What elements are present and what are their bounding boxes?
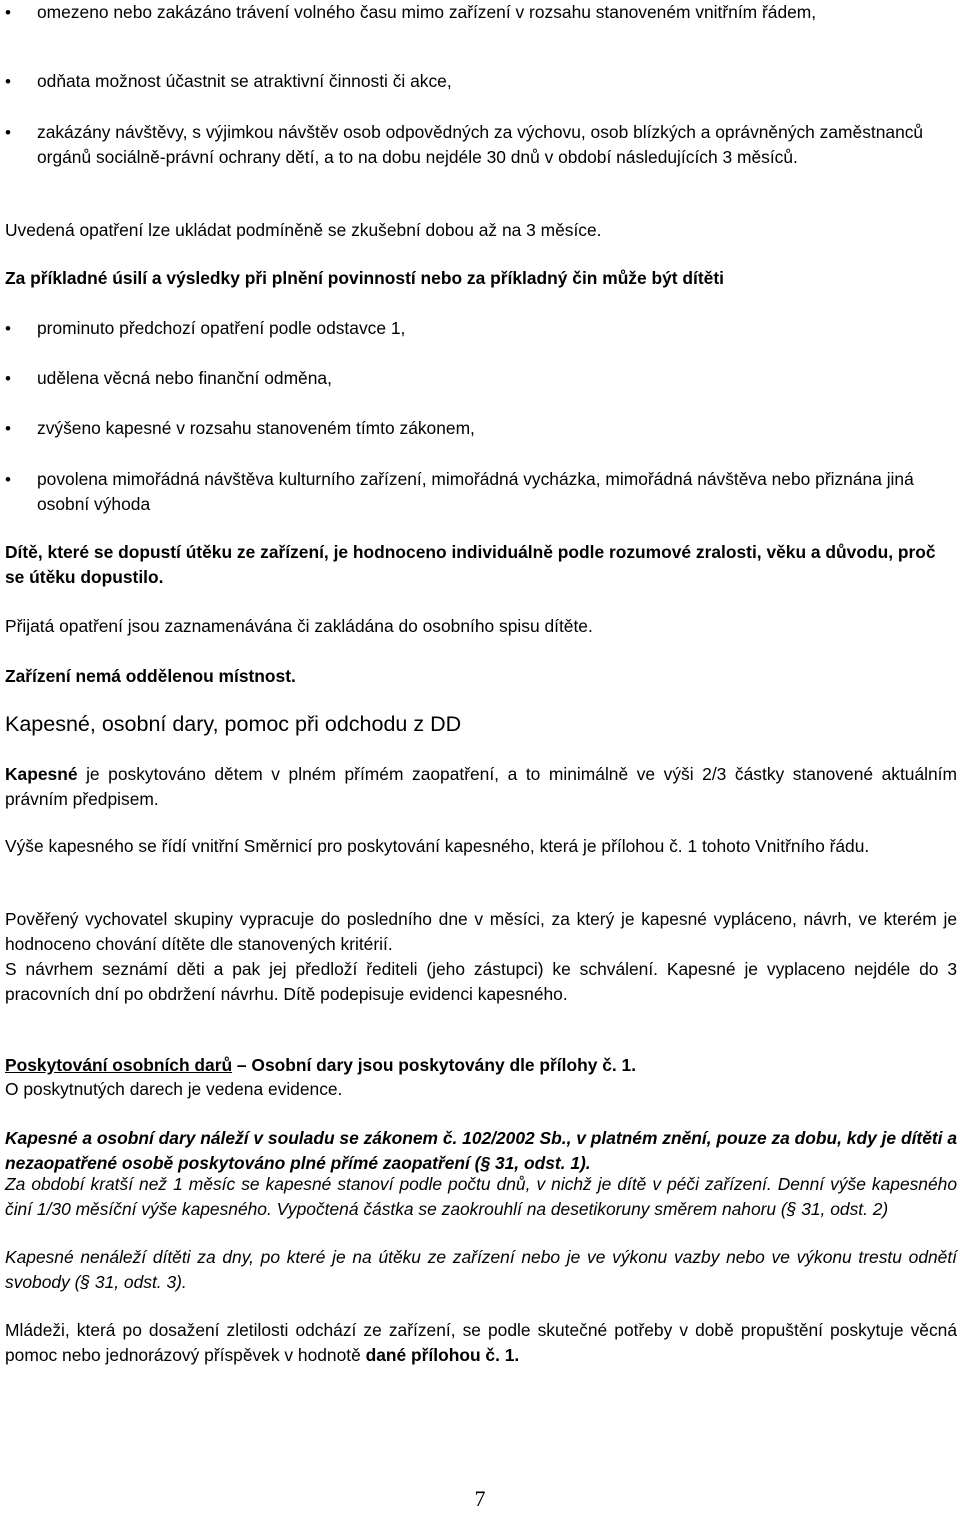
- list-item-text: zvýšeno kapesné v rozsahu stanoveném tímto zákonem,: [37, 418, 475, 438]
- youth-text: Mládeži, která po dosažení zletilosti odchází ze zařízení, se podle skutečné potřeby v době propuštění poskytuje věcná pomoc nebo jednorázový příspěvek v hodnotě: [5, 1320, 957, 1365]
- list-item-text: omezeno nebo zakázáno trávení volného času mimo zařízení v rozsahu stanoveném vnitřním řádem,: [37, 2, 817, 22]
- paragraph-gifts: [5, 1053, 957, 1078]
- paragraph-educator-2: S návrhem seznámí děti a pak jej předloží řediteli (jeho zástupci) ke schválení. Kapesné je vyplaceno nejdéle do 3 pracovních dní po obdržení návrhu. Dítě podepisuje evidenci kapesného.: [5, 959, 957, 1004]
- paragraph-law: Kapesné a osobní dary náleží v souladu se zákonem č. 102/2002 Sb., v platném znění, pouze za dobu, kdy je dítěti a nezaopatřené osobě poskytováno plné přímé zaopatření (§ 31, odst. 1).: [5, 1128, 957, 1173]
- list-item: [5, 366, 957, 391]
- paragraph-law-short-period: Za období kratší než 1 měsíc se kapesné stanoví podle počtu dnů, v nichž je dítě v péči zařízení. Denní výše kapesného činí 1/30 měsíční výše kapesného. Vypočtená částka se zaokrouhlí na desetikoruny směrem nahoru (§ 31, odst. 2): [5, 1174, 957, 1219]
- list-item: [5, 316, 957, 341]
- paragraph-youth: [5, 1318, 957, 1368]
- list-item-text: povolena mimořádná návštěva kulturního zařízení, mimořádná vycházka, mimořádná návštěva nebo přiznána jiná osobní výhoda: [37, 469, 914, 514]
- paragraph-pocket-money: [5, 762, 957, 812]
- section-heading: Kapesné, osobní dary, pomoc při odchodu z DD: [5, 712, 462, 736]
- paragraph-gifts-evidence: O poskytnutých darech je vedena evidence.: [5, 1079, 343, 1099]
- list-item-text: prominuto předchozí opatření podle odstavce 1,: [37, 318, 406, 338]
- bullet-icon: •: [5, 123, 11, 142]
- bullet-icon: •: [5, 470, 11, 489]
- list-item-text: udělena věcná nebo finanční odměna,: [37, 368, 332, 388]
- gifts-text: – Osobní dary jsou poskytovány dle přílohy č. 1.: [232, 1055, 637, 1075]
- bullet-icon: •: [5, 419, 11, 438]
- list-item-text: zakázány návštěvy, s výjimkou návštěv osob odpovědných za výchovu, osob blízkých a oprávněných zaměstnanců orgánů sociálně-právní ochrany dětí, a to na dobu nejdéle 30 dnů v období následujících 3 měsíců.: [37, 122, 924, 167]
- list-item-text: odňata možnost účastnit se atraktivní činnosti či akce,: [37, 71, 452, 91]
- list-item: [5, 416, 957, 441]
- youth-bold: dané přílohou č. 1.: [365, 1345, 520, 1365]
- paragraph-amount: Výše kapesného se řídí vnitřní Směrnicí pro poskytování kapesného, která je přílohou č. 1 tohoto Vnitřního řádu.: [5, 836, 870, 856]
- gifts-term: Poskytování osobních darů: [5, 1055, 233, 1075]
- paragraph-conditional: Uvedená opatření lze ukládat podmíněně se zkušební dobou až na 3 měsíce.: [5, 220, 602, 240]
- bullet-icon: •: [5, 369, 11, 388]
- list-item: [5, 69, 957, 94]
- paragraph-room: Zařízení nemá oddělenou místnost.: [5, 666, 296, 686]
- bullet-icon: •: [5, 72, 11, 91]
- list-item: [5, 0, 957, 25]
- paragraph-escape: Dítě, které se dopustí útěku ze zařízení, je hodnoceno individuálně podle rozumové zralosti, věku a důvodu, proč se útěku dopustilo.: [5, 542, 936, 587]
- paragraph-records: Přijatá opatření jsou zaznamenávána či zakládána do osobního spisu dítěte.: [5, 616, 593, 636]
- bullet-icon: •: [5, 319, 11, 338]
- paragraph-law-not-entitled: Kapesné nenáleží dítěti za dny, po které je na útěku ze zařízení nebo je ve výkonu vazby nebo ve výkonu trestu odnětí svobody (§ 31, odst. 3).: [5, 1247, 957, 1292]
- bullet-icon: •: [5, 3, 11, 22]
- paragraph-reward-intro: Za příkladné úsilí a výsledky při plnění povinností nebo za příkladný čin může být dítěti: [5, 268, 724, 288]
- page-number: 7: [474, 1486, 486, 1511]
- list-item: [5, 467, 957, 517]
- pocket-money-text: je poskytováno dětem v plném přímém zaopatření, a to minimálně ve výši 2/3 částky stanovené aktuálním právním předpisem.: [5, 764, 957, 809]
- pocket-money-term: Kapesné: [5, 764, 78, 784]
- paragraph-educator-1: Pověřený vychovatel skupiny vypracuje do posledního dne v měsíci, za který je kapesné vypláceno, návrh, ve kterém je hodnoceno chování dítěte dle stanovených kritérií.: [5, 909, 957, 954]
- list-item: [5, 120, 957, 170]
